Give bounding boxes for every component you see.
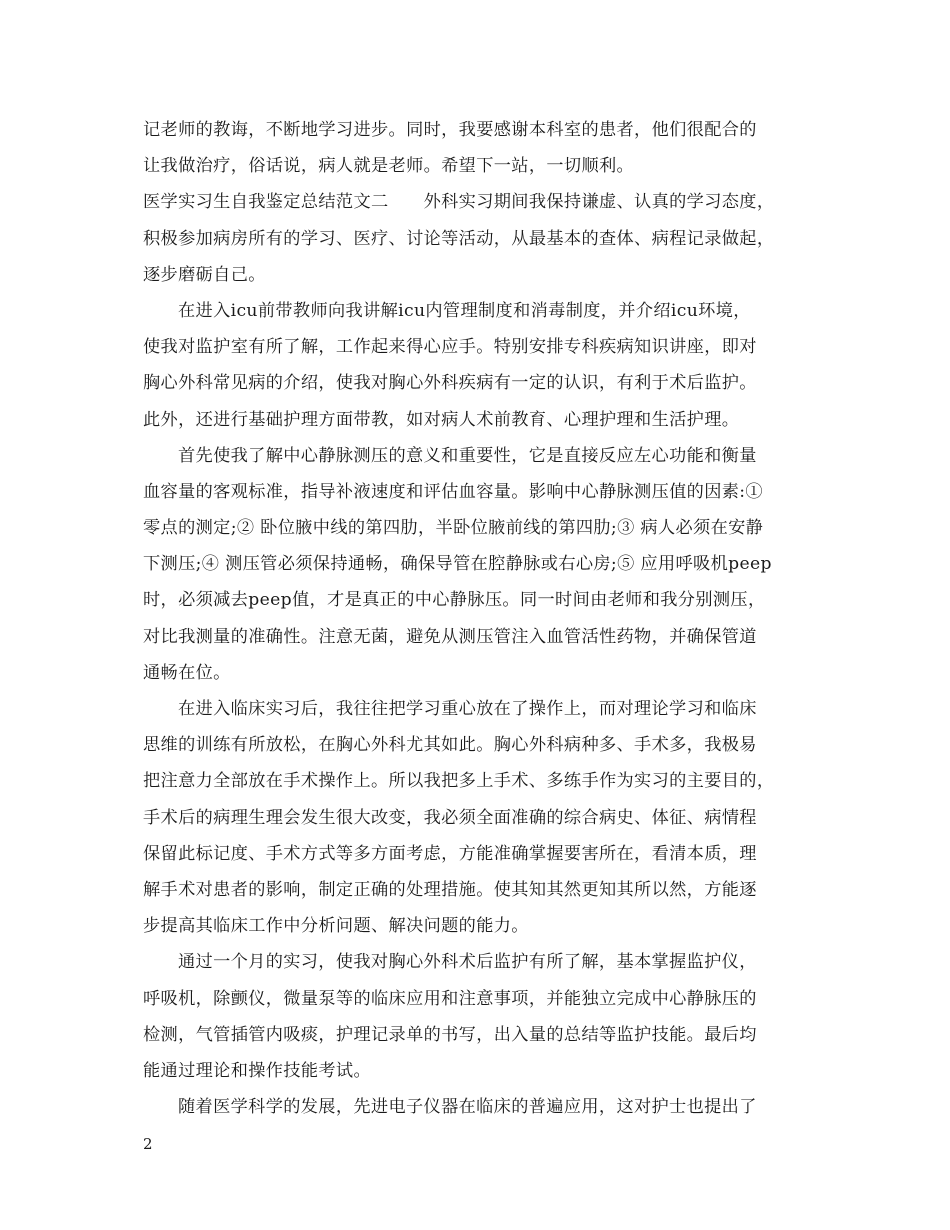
text-line: 此外，还进行基础护理方面带教，如对病人术前教育、心理护理和生活护理。 [143, 409, 740, 430]
text-line: 零点的测定;② 卧位腋中线的第四肋，半卧位腋前线的第四肋;③ 病人必须在安静 [143, 518, 764, 539]
text-line: 对比我测量的准确性。注意无菌，避免从测压管注入血管活性药物，并确保管道 [143, 626, 757, 647]
text-line: 能通过理论和操作技能考试。 [143, 1060, 371, 1081]
text-line: 检测，气管插管内吸痰，护理记录单的书写，出入量的总结等监护技能。最后均 [143, 1024, 757, 1045]
document-body [143, 112, 823, 1125]
text-line: 呼吸机，除颤仪，微量泵等的临床应用和注意事项，并能独立完成中心静脉压的 [143, 988, 757, 1009]
text-line: 让我做治疗，俗话说，病人就是老师。希望下一站，一切顺利。 [143, 156, 635, 177]
text-line: 步提高其临床工作中分析问题、解决问题的能力。 [143, 916, 529, 937]
text-line: 记老师的教诲，不断地学习进步。同时，我要感谢本科室的患者，他们很配合的 [143, 120, 757, 140]
text-line: 思维的训练有所放松，在胸心外科尤其如此。胸心外科病种多、手术多，我极易 [143, 735, 757, 756]
section-heading-line: 医学实习生自我鉴定总结范文二 外科实习期间我保持谦虚、认真的学习态度， [143, 192, 775, 213]
paragraph-start-line: 首先使我了解中心静脉测压的意义和重要性，它是直接反应左心功能和衡量 [178, 445, 757, 466]
text-line: 使我对监护室有所了解，工作起来得心应手。特别安排专科疾病知识讲座，即对 [143, 337, 757, 358]
text-line: 通畅在位。 [143, 662, 231, 683]
text-line: 时，必须减去peep值，才是真正的中心静脉压。同一时间由老师和我分别测压， [143, 590, 766, 611]
paragraph-start-line: 通过一个月的实习，使我对胸心外科术后监护有所了解，基本掌握监护仪， [178, 952, 757, 973]
text-line: 保留此标记度、手术方式等多方面考虑，方能准确掌握要害所在，看清本质，理 [143, 843, 757, 864]
text-line: 血容量的客观标准，指导补液速度和评估血容量。影响中心静脉测压值的因素:① [143, 481, 763, 502]
text-line: 胸心外科常见病的介绍，使我对胸心外科疾病有一定的认识，有利于术后监护。 [143, 373, 757, 394]
text-line: 逐步磨砺自己。 [143, 264, 266, 285]
text-line: 下测压;④ 测压管必须保持通畅，确保导管在腔静脉或右心房;⑤ 应用呼吸机peep [143, 554, 772, 575]
text-line: 积极参加病房所有的学习、医疗、讨论等活动，从最基本的查体、病程记录做起， [143, 228, 775, 249]
paragraph-start-line: 随着医学科学的发展，先进电子仪器在临床的普遍应用，这对护士也提出了 [178, 1097, 757, 1118]
text-line: 解手术对患者的影响，制定正确的处理措施。使其知其然更知其所以然，方能逐 [143, 879, 757, 900]
paragraph-start-line: 在进入icu前带教师向我讲解icu内管理制度和消毒制度，并介绍icu环境， [178, 300, 751, 321]
page-number: 2 [143, 1135, 153, 1153]
paragraph-start-line: 在进入临床实习后，我往往把学习重心放在了操作上，而对理论学习和临床 [178, 699, 757, 719]
text-line: 手术后的病理生理会发生很大改变，我必须全面准确的综合病史、体征、病情程 [143, 807, 757, 828]
text-line: 把注意力全部放在手术操作上。所以我把多上手术、多练手作为实习的主要目的， [143, 771, 775, 792]
